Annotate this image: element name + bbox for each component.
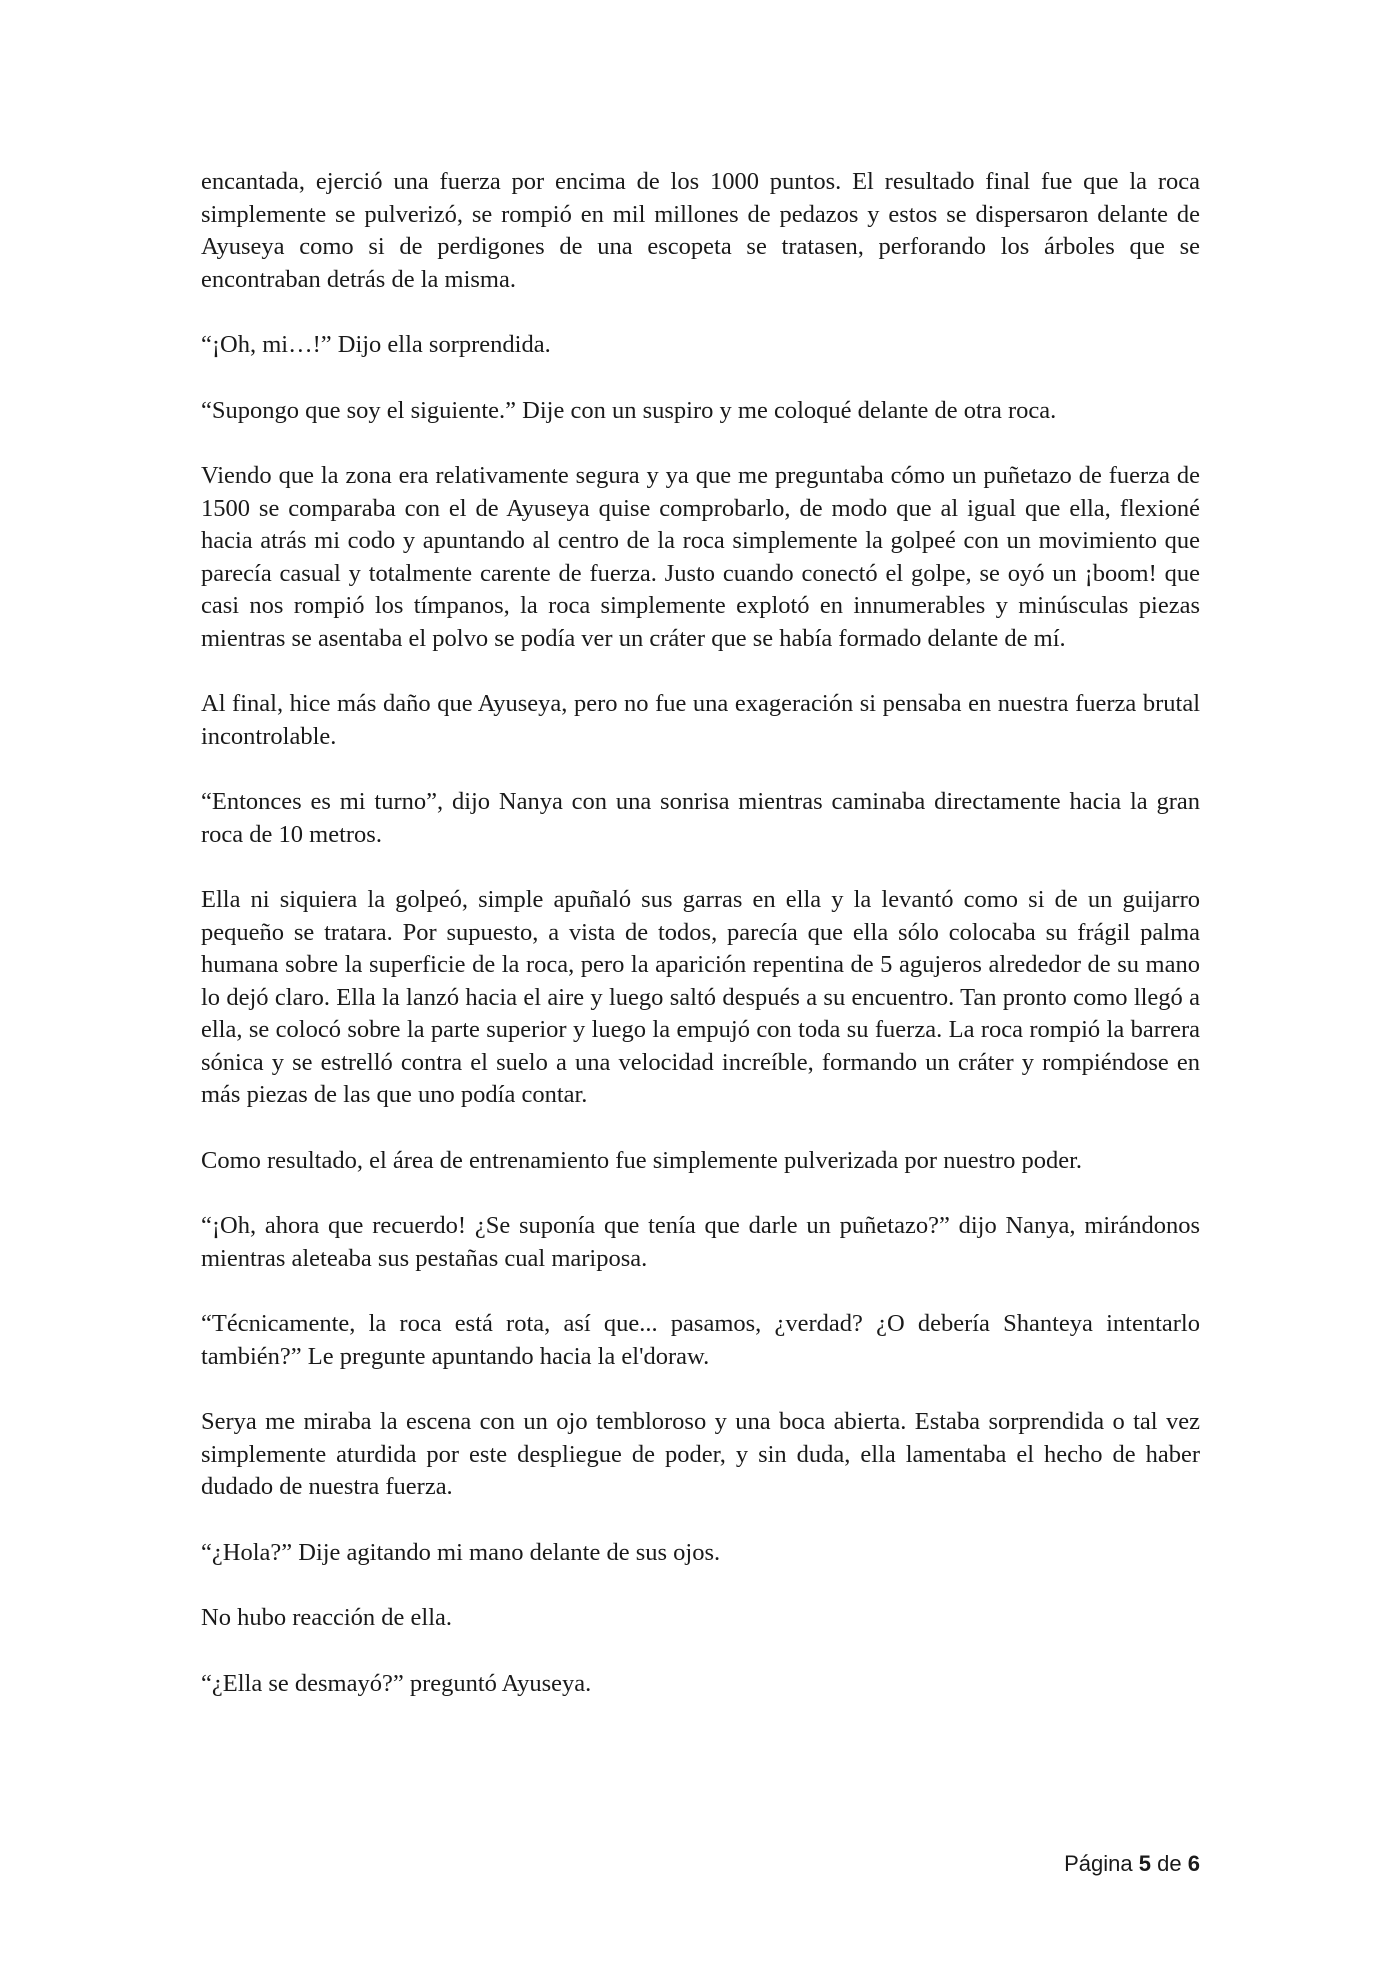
paragraph: Serya me miraba la escena con un ojo tembloroso y una boca abierta. Estaba sorprendida o tal vez simplemente aturdida por este despliegue de poder, y sin duda, ella lamentaba el hecho de haber dudado de nuestra fuerza. [201,1408,1200,1500]
paragraph: “¿Ella se desmayó?” preguntó Ayuseya. [201,1669,592,1697]
current-page-number: 5 [1138,1851,1152,1876]
paragraph: Al final, hice más daño que Ayuseya, pero no fue una exageración si pensaba en nuestra fuerza brutal incontrolable. [201,690,1200,750]
paragraph: Viendo que la zona era relativamente segura y ya que me preguntaba cómo un puñetazo de fuerza de 1500 se comparaba con el de Ayuseya quise comprobarlo, de modo que al igual que ella, flexioné hacia atrás mi codo y apuntando al centro de la roca simplemente la golpeé con un movimiento que parecía casual y totalmente carente de fuerza. Justo cuando conectó el golpe, se oyó un ¡boom! que casi nos rompió los tímpanos, la roca simplemente explotó en innumerables y minúsculas piezas mientras se asentaba el polvo se podía ver un cráter que se había formado delante de mí. [201,462,1200,652]
paragraph: “Técnicamente, la roca está rota, así que... pasamos, ¿verdad? ¿O debería Shanteya intentarlo también?” Le pregunte apuntando hacia la el'doraw. [201,1310,1200,1370]
page-number-footer [1064,1851,1200,1877]
paragraph: “¡Oh, mi…!” Dijo ella sorprendida. [201,331,551,358]
paragraph: “Supongo que soy el siguiente.” Dije con un suspiro y me coloqué delante de otra roca. [201,396,1057,424]
paragraph: No hubo reacción de ella. [201,1604,453,1631]
paragraph: “¡Oh, ahora que recuerdo! ¿Se suponía que tenía que darle un puñetazo?” dijo Nanya, mirándonos mientras aleteaba sus pestañas cual mariposa. [201,1212,1200,1272]
paragraph: Ella ni siquiera la golpeó, simple apuñaló sus garras en ella y la levantó como si de un guijarro pequeño se tratara. Por supuesto, a vista de todos, parecía que ella sólo colocaba su frágil palma humana sobre la superficie de la roca, pero la aparición repentina de 5 agujeros alrededor de su mano lo dejó claro. Ella la lanzó hacia el aire y luego saltó después a su encuentro. Tan pronto como llegó a ella, se colocó sobre la parte superior y luego la empujó con toda su fuerza. La roca rompió la barrera sónica y se estrelló contra el suelo a una velocidad increíble, formando un cráter y rompiéndose en más piezas de las que uno podía contar. [201,886,1200,1108]
page-label: Página [1064,1851,1133,1876]
paragraph: encantada, ejerció una fuerza por encima de los 1000 puntos. El resultado final fue que la roca simplemente se pulverizó, se rompió en mil millones de pedazos y estos se dispersaron delante de Ayuseya como si de perdigones de una escopeta se tratasen, perforando los árboles que se encontraban detrás de la misma. [201,168,1200,293]
paragraph: “¿Hola?” Dije agitando mi mano delante de sus ojos. [201,1538,721,1566]
total-pages-number: 6 [1187,1851,1200,1876]
body-text [201,166,1200,1733]
paragraph: Como resultado, el área de entrenamiento fue simplemente pulverizada por nuestro poder. [201,1146,1083,1174]
page-separator: de [1157,1851,1182,1876]
paragraph: “Entonces es mi turno”, dijo Nanya con una sonrisa mientras caminaba directamente hacia la gran roca de 10 metros. [201,788,1200,848]
